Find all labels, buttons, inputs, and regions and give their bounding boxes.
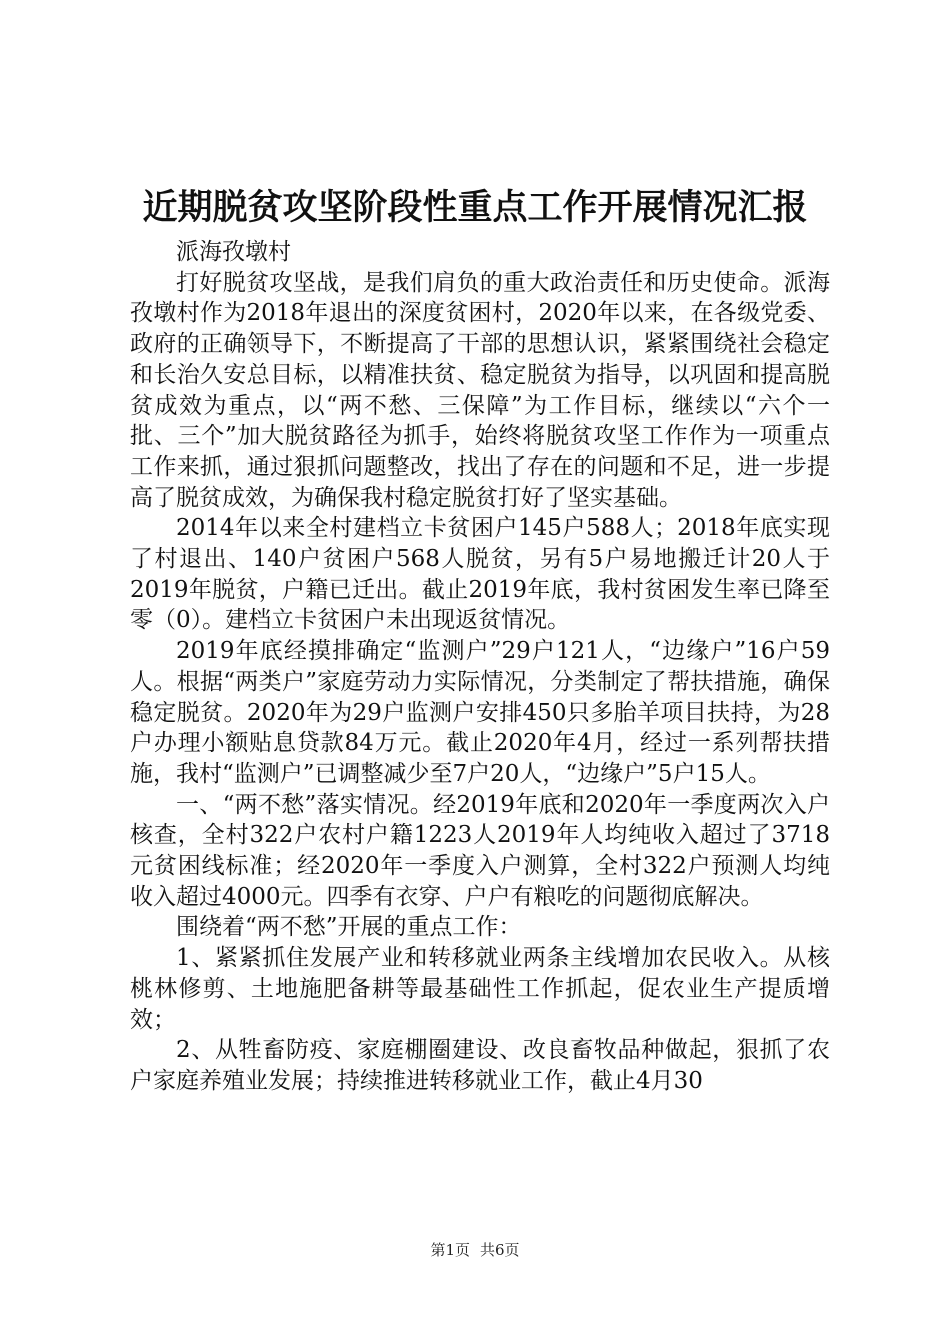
page-number: 第1页 xyxy=(430,1241,470,1259)
paragraph-key-work-heading: 围绕着“两不愁”开展的重点工作： xyxy=(176,914,522,941)
paragraph-section-one: 一、“两不愁”落实情况。经2019年底和2020年一季度两次入户核查，全村322户农村户籍1223人2019年人均纯收入超过了3718元贫困线标准；经2020年一季度入户测算，全村322户预测人均纯收入超过4000元。四季有衣穿、户户有粮吃的问题彻底解决。 xyxy=(130,791,830,910)
page-total: 共6页 xyxy=(480,1241,520,1259)
author-line: 派海孜墩村 xyxy=(176,239,291,265)
paragraph-monitoring-households: 2019年底经摸排确定“监测户”29户121人，“边缘户”16户59人。根据“两类户”家庭劳动力实际情况，分类制定了帮扶措施，确保稳定脱贫。2020年为29户监测户安排450只多胎羊项目扶持，为28户办理小额贴息贷款84万元。截止2020年4月，经过一系列帮扶措施，我村“监测户”已调整减少至7户20人，“边缘户”5户15人。 xyxy=(130,638,830,787)
paragraph-item-1: 1、紧紧抓住发展产业和转移就业两条主线增加农民收入。从核桃林修剪、土地施肥备耕等最基础性工作抓起，促农业生产提质增效； xyxy=(130,945,830,1033)
paragraph-poverty-stats: 2014年以来全村建档立卡贫困户145户588人；2018年底实现了村退出、140户贫困户568人脱贫，另有5户易地搬迁计20人于2019年脱贫，户籍已迁出。截止2019年底，我村贫困发生率已降至零（0）。建档立卡贫困户未出现返贫情况。 xyxy=(130,515,830,634)
document-body xyxy=(130,237,830,1097)
document-title: 近期脱贫攻坚阶段性重点工作开展情况汇报 xyxy=(142,187,808,228)
paragraph-item-2: 2、从牲畜防疫、家庭棚圈建设、改良畜牧品种做起，狠抓了农户家庭养殖业发展；持续推进转移就业工作，截止4月30 xyxy=(130,1037,830,1094)
page-footer xyxy=(0,1240,950,1260)
paragraph-intro: 打好脱贫攻坚战，是我们肩负的重大政治责任和历史使命。派海孜墩村作为2018年退出的深度贫困村，2020年以来，在各级党委、政府的正确领导下，不断提高了干部的思想认识，紧紧围绕社会稳定和长治久安总目标，以精准扶贫、稳定脱贫为指导，以巩固和提高脱贫成效为重点，以“两不愁、三保障”为工作目标，继续以“六个一批、三个”加大脱贫路径为抓手，始终将脱贫攻坚工作作为一项重点工作来抓，通过狠抓问题整改，找出了存在的问题和不足，进一步提高了脱贫成效，为确保我村稳定脱贫打好了坚实基础。 xyxy=(130,269,830,511)
